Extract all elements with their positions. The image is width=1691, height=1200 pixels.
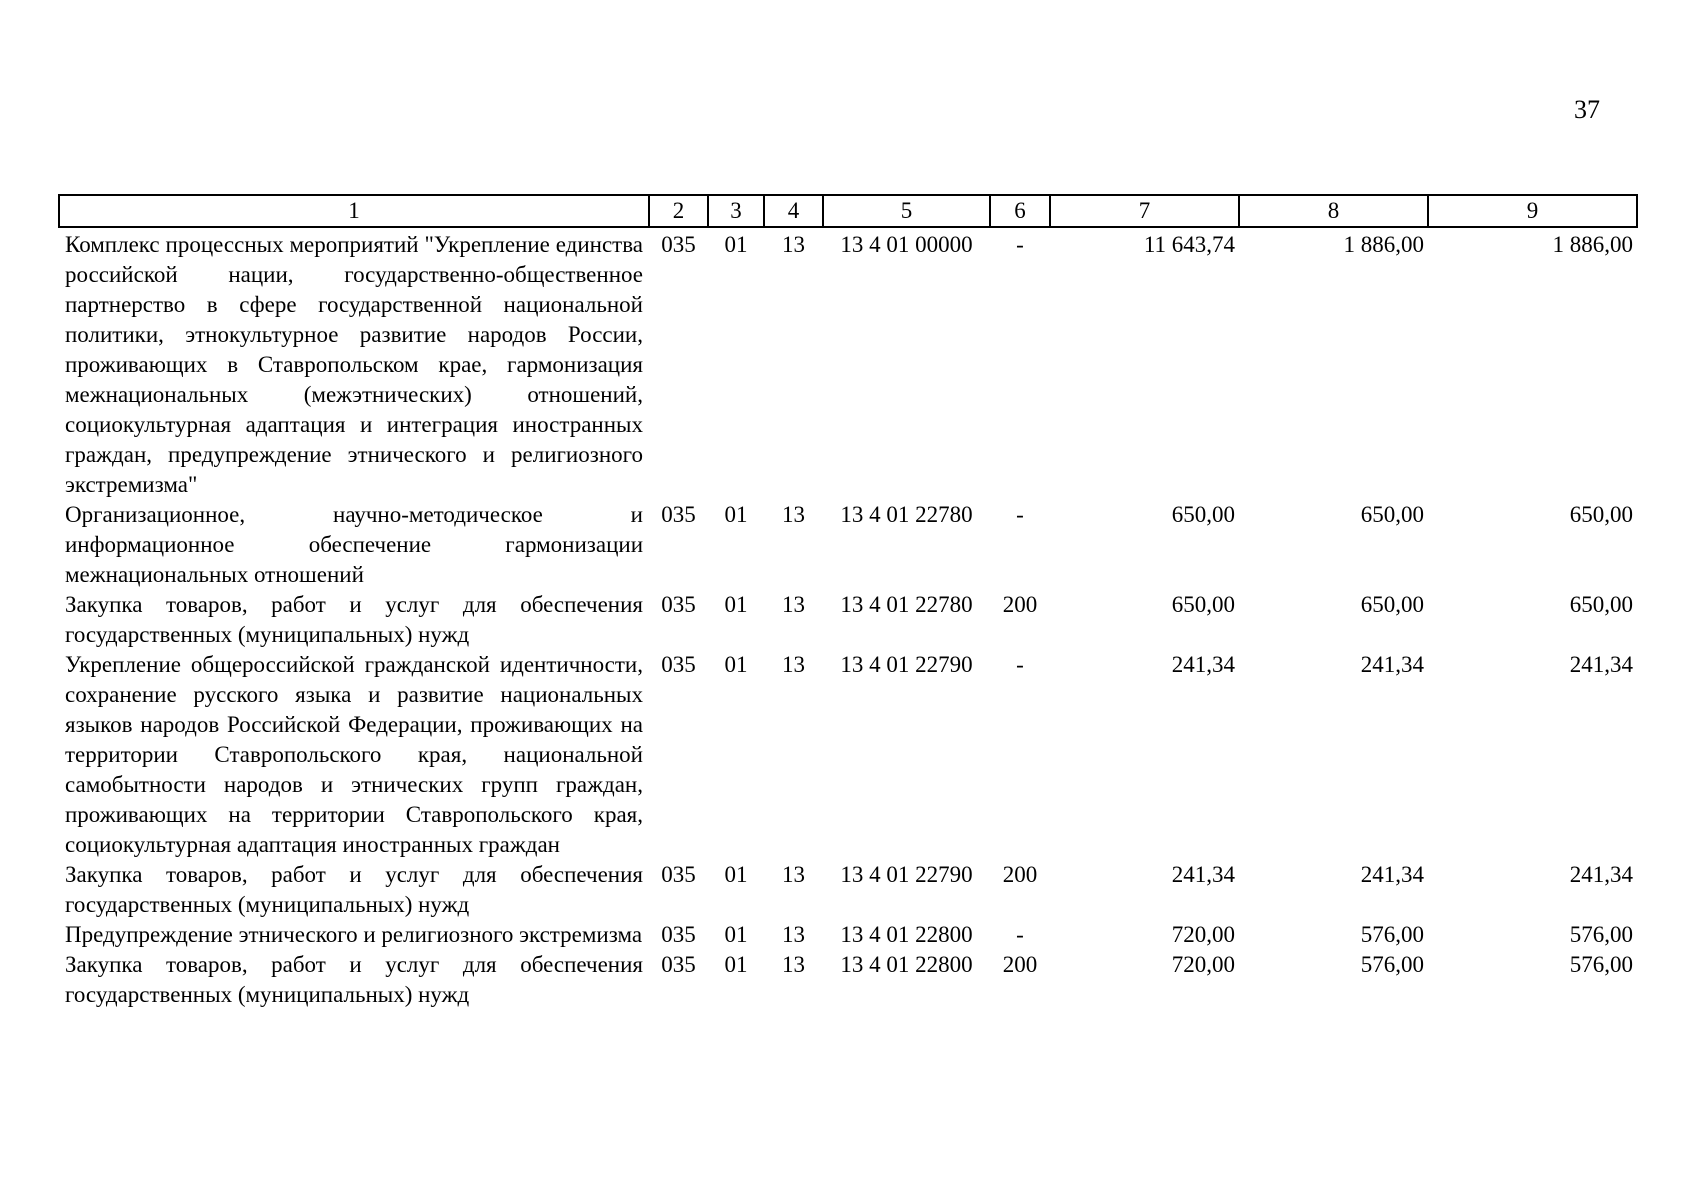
cell-col9: 576,00 xyxy=(1569,922,1633,947)
cell-col3: 01 xyxy=(724,862,748,887)
cell-col2: 035 xyxy=(661,652,696,677)
cell-col3: 01 xyxy=(724,592,748,617)
table-row xyxy=(59,950,1637,1010)
row-description: Закупка товаров, работ и услуг для обеспечения государственных (муниципальных) нужд xyxy=(65,592,643,647)
cell-col2: 035 xyxy=(661,502,696,527)
row-description: Предупреждение этнического и религиозного экстремизма xyxy=(65,922,643,947)
cell-col9: 576,00 xyxy=(1569,952,1633,977)
cell-col2: 035 xyxy=(661,922,696,947)
cell-col7: 650,00 xyxy=(1171,592,1235,617)
cell-col3: 01 xyxy=(724,502,748,527)
cell-col8: 576,00 xyxy=(1360,952,1424,977)
cell-col9: 650,00 xyxy=(1569,592,1633,617)
cell-col4: 13 xyxy=(782,922,805,947)
cell-col5: 13 4 01 00000 xyxy=(840,232,973,257)
cell-col4: 13 xyxy=(782,502,805,527)
table-row xyxy=(59,500,1637,590)
table-row xyxy=(59,227,1637,500)
row-description: Организационное, научно-методическое и информационное обеспечение гармонизации межнациональных отношений xyxy=(65,502,643,587)
header-cell: 1 xyxy=(59,195,649,227)
cell-col2: 035 xyxy=(661,862,696,887)
cell-col6: 200 xyxy=(1002,952,1038,977)
header-cell: 7 xyxy=(1050,195,1239,227)
cell-col3: 01 xyxy=(724,922,748,947)
cell-col6: - xyxy=(1016,232,1024,257)
row-description: Закупка товаров, работ и услуг для обеспечения государственных (муниципальных) нужд xyxy=(65,952,643,1007)
header-cell: 3 xyxy=(708,195,764,227)
cell-col8: 650,00 xyxy=(1360,502,1424,527)
header-cell: 4 xyxy=(764,195,823,227)
header-cell: 8 xyxy=(1239,195,1428,227)
table-row xyxy=(59,590,1637,650)
table-row xyxy=(59,920,1637,950)
cell-col9: 241,34 xyxy=(1569,652,1633,677)
cell-col8: 1 886,00 xyxy=(1343,232,1424,257)
page-number: 37 xyxy=(1574,95,1600,124)
cell-col2: 035 xyxy=(661,952,696,977)
cell-col7: 720,00 xyxy=(1171,952,1235,977)
cell-col5: 13 4 01 22790 xyxy=(840,862,973,887)
cell-col8: 241,34 xyxy=(1360,862,1424,887)
cell-col4: 13 xyxy=(782,232,805,257)
row-description: Укрепление общероссийской гражданской идентичности, сохранение русского языка и развитие национальных языков народов Российской Федерации, проживающих на территории Ставропольского края, национальной самобытности народов и этнических групп граждан, проживающих на территории Ставропольского края, социокультурная адаптация иностранных граждан xyxy=(65,652,643,857)
cell-col6: - xyxy=(1016,922,1024,947)
cell-col5: 13 4 01 22790 xyxy=(840,652,973,677)
header-cell: 9 xyxy=(1428,195,1637,227)
cell-col8: 650,00 xyxy=(1360,592,1424,617)
cell-col3: 01 xyxy=(724,232,748,257)
cell-col5: 13 4 01 22780 xyxy=(840,502,973,527)
cell-col4: 13 xyxy=(782,862,805,887)
cell-col2: 035 xyxy=(661,592,696,617)
table-row xyxy=(59,650,1637,860)
table-row xyxy=(59,860,1637,920)
budget-table xyxy=(58,194,1638,1010)
cell-col2: 035 xyxy=(661,232,696,257)
cell-col6: - xyxy=(1016,502,1024,527)
cell-col7: 720,00 xyxy=(1171,922,1235,947)
cell-col8: 241,34 xyxy=(1360,652,1424,677)
cell-col9: 241,34 xyxy=(1569,862,1633,887)
cell-col5: 13 4 01 22800 xyxy=(840,922,973,947)
header-cell: 5 xyxy=(823,195,990,227)
header-cell: 2 xyxy=(649,195,708,227)
row-description: Закупка товаров, работ и услуг для обеспечения государственных (муниципальных) нужд xyxy=(65,862,643,917)
cell-col9: 650,00 xyxy=(1569,502,1633,527)
cell-col7: 241,34 xyxy=(1171,652,1235,677)
cell-col4: 13 xyxy=(782,592,805,617)
header-cell: 6 xyxy=(990,195,1050,227)
cell-col7: 11 643,74 xyxy=(1143,232,1235,257)
cell-col6: 200 xyxy=(1002,862,1038,887)
cell-col3: 01 xyxy=(724,652,748,677)
cell-col7: 241,34 xyxy=(1171,862,1235,887)
header-row xyxy=(59,195,1637,227)
cell-col8: 576,00 xyxy=(1360,922,1424,947)
cell-col5: 13 4 01 22780 xyxy=(840,592,973,617)
cell-col3: 01 xyxy=(724,952,748,977)
cell-col4: 13 xyxy=(782,952,805,977)
cell-col6: - xyxy=(1016,652,1024,677)
cell-col7: 650,00 xyxy=(1171,502,1235,527)
cell-col6: 200 xyxy=(1002,592,1038,617)
row-description: Комплекс процессных мероприятий "Укрепление единства российской нации, государственно-общественное партнерство в сфере государственной национальной политики, этнокультурное развитие народов России, проживающих в Ставропольском крае, гармонизация межнациональных (межэтнических) отношений, социокультурная адаптация и интеграция иностранных граждан, предупреждение этнического и религиозного экстремизма" xyxy=(65,232,643,497)
cell-col4: 13 xyxy=(782,652,805,677)
cell-col9: 1 886,00 xyxy=(1552,232,1633,257)
cell-col5: 13 4 01 22800 xyxy=(840,952,973,977)
